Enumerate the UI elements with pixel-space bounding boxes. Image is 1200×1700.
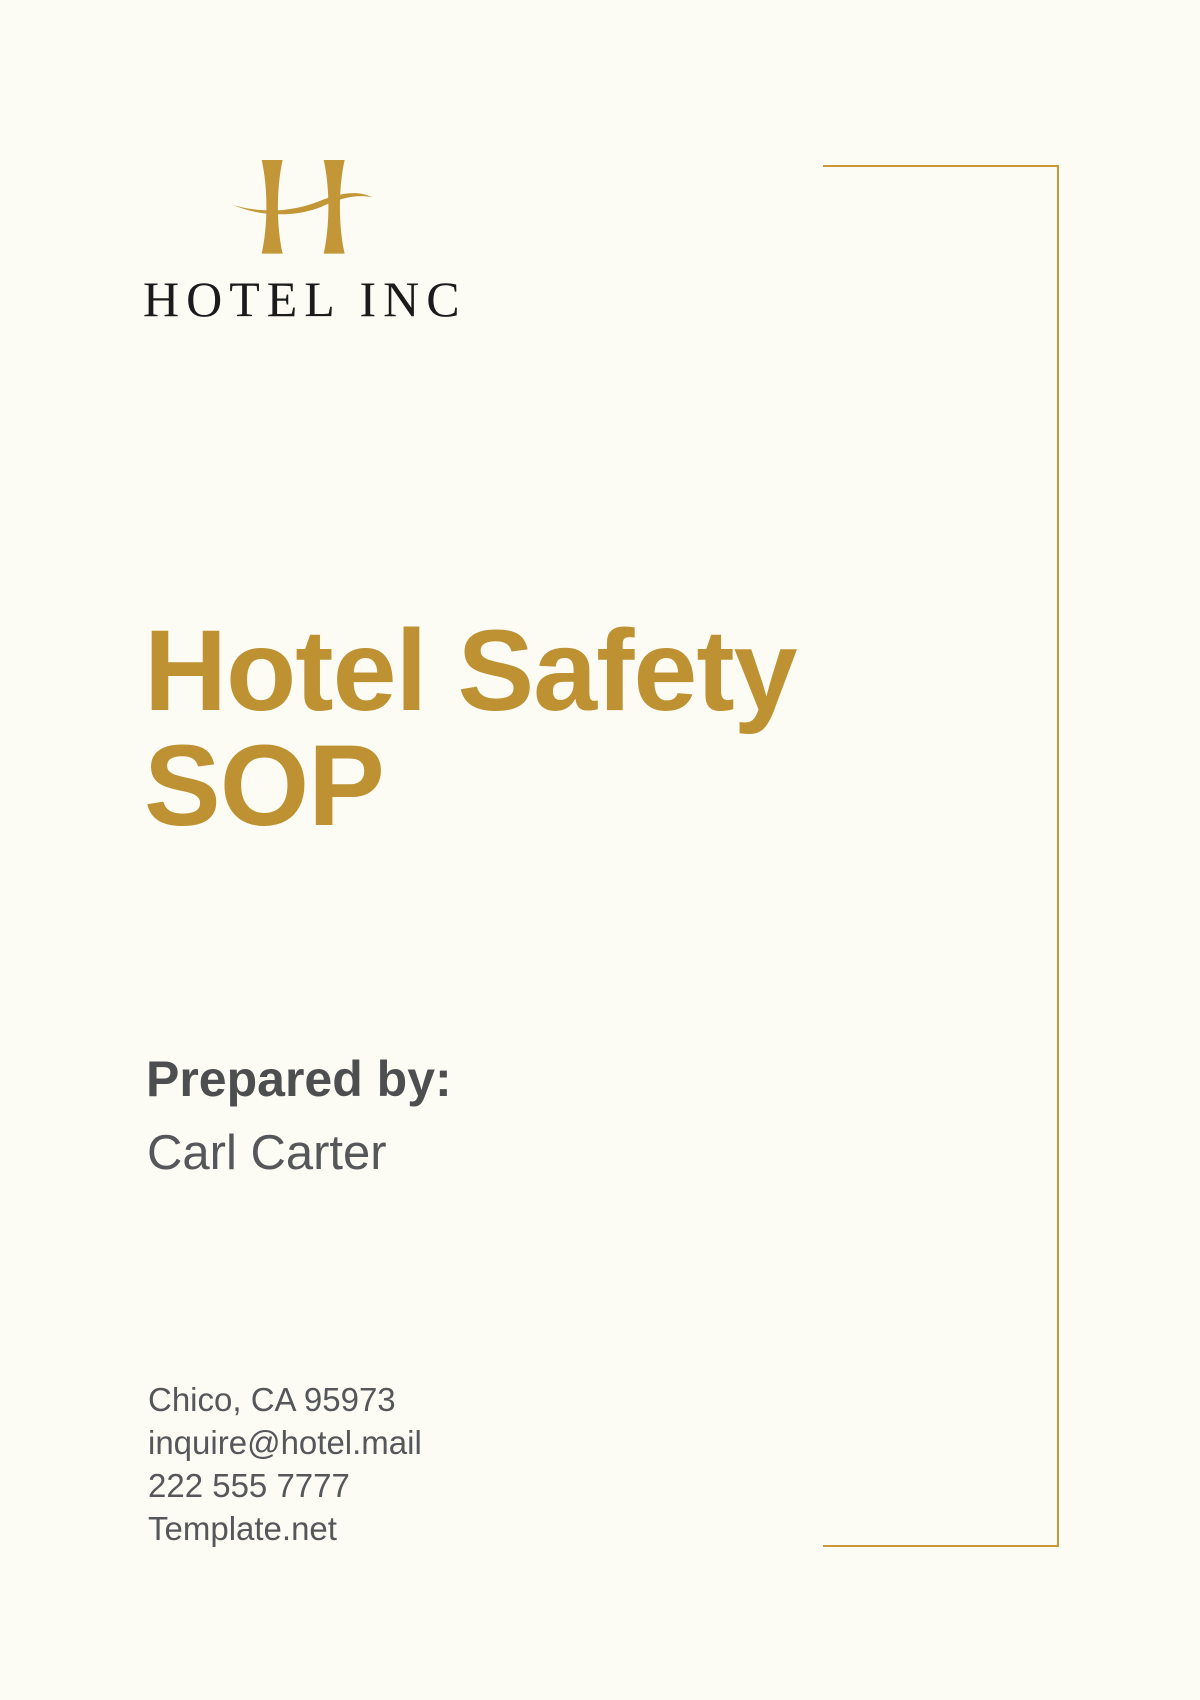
document-title <box>144 607 797 850</box>
decor-bracket-top-line <box>823 165 1059 167</box>
hotel-monogram-icon <box>230 156 376 256</box>
logo <box>143 156 467 328</box>
document-title-line2: SOP <box>144 722 384 850</box>
decor-bracket-bottom-line <box>823 1545 1059 1547</box>
contact-address: Chico, CA 95973 <box>148 1381 396 1418</box>
decor-bracket-vertical-line <box>1057 165 1059 1547</box>
contact-website: Template.net <box>148 1510 337 1547</box>
prepared-by-name: Carl Carter <box>147 1126 387 1180</box>
contact-email: inquire@hotel.mail <box>148 1424 422 1461</box>
logo-wordmark: HOTEL INC <box>143 271 467 327</box>
prepared-by-label: Prepared by: <box>146 1051 452 1107</box>
contact-block <box>148 1378 422 1550</box>
contact-phone: 222 555 7777 <box>148 1467 350 1504</box>
document-title-line1: Hotel Safety <box>144 607 797 735</box>
